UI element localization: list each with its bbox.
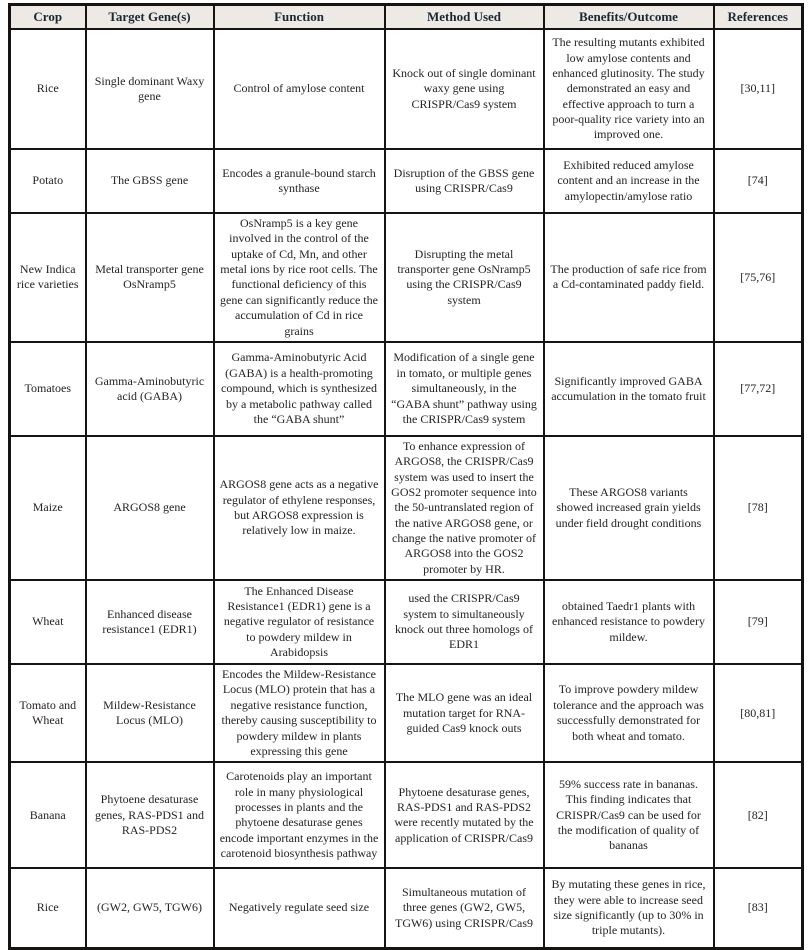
cell-references: [78] — [714, 436, 803, 580]
cell-crop: Tomatoes — [10, 342, 86, 436]
cell-references: [75,76] — [714, 213, 803, 342]
cell-method: used the CRISPR/Cas9 system to simultaneously knock out three homologs of EDR1 — [385, 580, 544, 664]
cell-function: OsNramp5 is a key gene involved in the control of the uptake of Cd, Mn, and other metal ions by rice root cells. The functional deficiency of this gene can significantly reduce the accumulation of Cd in rice grains — [214, 213, 385, 342]
cell-function: Gamma-Aminobutyric Acid (GABA) is a health-promoting compound, which is synthesized by a metabolic pathway called the “GABA shunt” — [214, 342, 385, 436]
cell-benefits: The production of safe rice from a Cd-contaminated paddy field. — [544, 213, 714, 342]
cell-benefits: 59% success rate in bananas. This finding indicates that CRISPR/Cas9 can be used for the modification of quality of bananas — [544, 762, 714, 868]
cell-crop: Rice — [10, 868, 86, 948]
cell-crop: Wheat — [10, 580, 86, 664]
cell-benefits: Significantly improved GABA accumulation in the tomato fruit — [544, 342, 714, 436]
header-target-gene: Target Gene(s) — [86, 5, 214, 30]
cell-references: [80,81] — [714, 664, 803, 762]
cell-benefits: To improve powdery mildew tolerance and the approach was successfully demonstrated for both wheat and tomato. — [544, 664, 714, 762]
cell-crop: Potato — [10, 149, 86, 213]
cell-function: Negatively regulate seed size — [214, 868, 385, 948]
cell-benefits: obtained Taedr1 plants with enhanced resistance to powdery mildew. — [544, 580, 714, 664]
cell-method: To enhance expression of ARGOS8, the CRISPR/Cas9 system was used to insert the GOS2 promoter sequence into the 50-untranslated region of the native ARGOS8 gene, or change the native promoter of ARGOS8 into the GOS2 promoter by HR. — [385, 436, 544, 580]
cell-crop: Maize — [10, 436, 86, 580]
cell-method: Phytoene desaturase genes, RAS-PDS1 and RAS-PDS2 were recently mutated by the application of CRISPR/Cas9 — [385, 762, 544, 868]
cell-function: The Enhanced Disease Resistance1 (EDR1) gene is a negative regulator of resistance to powdery mildew in Arabidopsis — [214, 580, 385, 664]
cell-crop: Tomato and Wheat — [10, 664, 86, 762]
header-references: References — [714, 5, 803, 30]
cell-target-gene: (GW2, GW5, TGW6) — [86, 868, 214, 948]
cell-function: Carotenoids play an important role in many physiological processes in plants and the phytoene desaturase genes encode important enzymes in the carotenoid biosynthesis pathway — [214, 762, 385, 868]
cell-method: Disruption of the GBSS gene using CRISPR/Cas9 — [385, 149, 544, 213]
table-row — [10, 342, 803, 436]
cell-method: The MLO gene was an ideal mutation target for RNA-guided Cas9 knock outs — [385, 664, 544, 762]
cell-benefits: Exhibited reduced amylose content and an increase in the amylopectin/amylose ratio — [544, 149, 714, 213]
header-benefits: Benefits/Outcome — [544, 5, 714, 30]
table-row — [10, 580, 803, 664]
table-row — [10, 149, 803, 213]
cell-function: Encodes the Mildew-Resistance Locus (MLO) protein that has a negative resistance function, thereby causing susceptibility to powdery mildew in plants expressing this gene — [214, 664, 385, 762]
cell-method: Modification of a single gene in tomato, or multiple genes simultaneously, in the “GABA shunt” pathway using the CRISPR/Cas9 system — [385, 342, 544, 436]
cell-crop: Rice — [10, 29, 86, 149]
cell-method: Knock out of single dominant waxy gene using CRISPR/Cas9 system — [385, 29, 544, 149]
header-function: Function — [214, 5, 385, 30]
table-row — [10, 213, 803, 342]
cell-references: [82] — [714, 762, 803, 868]
header-method: Method Used — [385, 5, 544, 30]
cell-references: [79] — [714, 580, 803, 664]
cell-function: ARGOS8 gene acts as a negative regulator of ethylene responses, but ARGOS8 expression is relatively low in maize. — [214, 436, 385, 580]
cell-target-gene: Phytoene desaturase genes, RAS-PDS1 and RAS-PDS2 — [86, 762, 214, 868]
cell-target-gene: Mildew-Resistance Locus (MLO) — [86, 664, 214, 762]
cell-method: Disrupting the metal transporter gene OsNramp5 using the CRISPR/Cas9 system — [385, 213, 544, 342]
cell-target-gene: The GBSS gene — [86, 149, 214, 213]
table-row — [10, 762, 803, 868]
table-row — [10, 868, 803, 948]
cell-function: Encodes a granule-bound starch synthase — [214, 149, 385, 213]
cell-target-gene: Gamma-Aminobutyric acid (GABA) — [86, 342, 214, 436]
cell-benefits: These ARGOS8 variants showed increased grain yields under field drought conditions — [544, 436, 714, 580]
table-row — [10, 436, 803, 580]
cell-benefits: The resulting mutants exhibited low amylose contents and enhanced glutinosity. The study demonstrated an easy and effective approach to turn a poor-quality rice variety into an improved one. — [544, 29, 714, 149]
cell-function: Control of amylose content — [214, 29, 385, 149]
cell-crop: New Indica rice varieties — [10, 213, 86, 342]
cell-target-gene: Single dominant Waxy gene — [86, 29, 214, 149]
cell-references: [74] — [714, 149, 803, 213]
header-crop: Crop — [10, 5, 86, 30]
cell-target-gene: Enhanced disease resistance1 (EDR1) — [86, 580, 214, 664]
cell-references: [30,11] — [714, 29, 803, 149]
cell-references: [77,72] — [714, 342, 803, 436]
crispr-crop-applications-table — [8, 3, 804, 950]
cell-method: Simultaneous mutation of three genes (GW2, GW5, TGW6) using CRISPR/Cas9 — [385, 868, 544, 948]
cell-target-gene: ARGOS8 gene — [86, 436, 214, 580]
table-row — [10, 29, 803, 149]
cell-target-gene: Metal transporter gene OsNramp5 — [86, 213, 214, 342]
table-header-row — [10, 5, 803, 30]
cell-benefits: By mutating these genes in rice, they were able to increase seed size significantly (up to 30% in triple mutants). — [544, 868, 714, 948]
cell-crop: Banana — [10, 762, 86, 868]
table-row — [10, 664, 803, 762]
cell-references: [83] — [714, 868, 803, 948]
